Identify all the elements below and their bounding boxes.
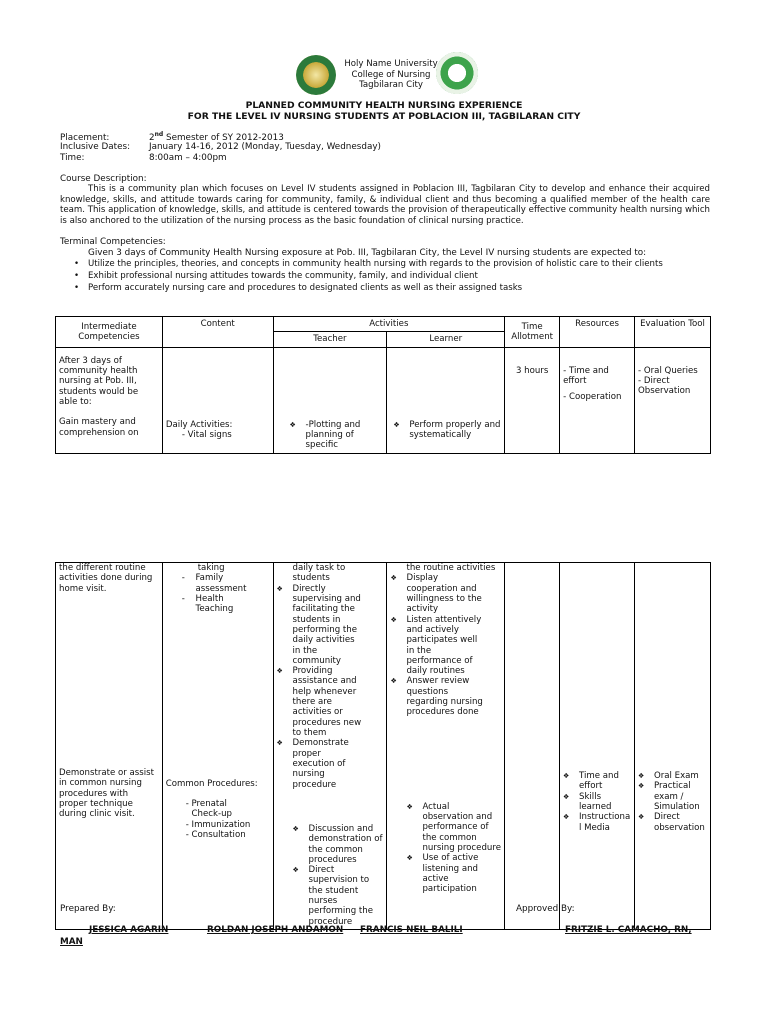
header-intermediate: Intermediate Competencies	[56, 317, 163, 348]
terminal-competencies-label: Terminal Competencies:	[60, 237, 166, 247]
teacher-cell: daily task to students ❖ Directly supervising and facilitating the students in performing the daily activities in the community ❖ Providing assistance and help whenever there are activities or procedures new to them ❖ Demonstrate proper execution of nursing procedure ❖ Discussion and demonstration of the common procedures ❖ Direct supervision to the student nurses performing the procedure	[273, 563, 387, 930]
header-teacher: Teacher	[273, 332, 387, 347]
signatory-name: JESSICA AGARIN	[89, 925, 169, 935]
header-resources: Resources	[560, 317, 635, 348]
dates-value: January 14-16, 2012 (Monday, Tuesday, Wednesday)	[149, 142, 381, 152]
time-value: 8:00am – 4:00pm	[149, 153, 227, 163]
prepared-by-label: Prepared By:	[60, 904, 116, 914]
header-learner: Learner	[387, 332, 505, 347]
approver-name-cont: MAN	[60, 937, 83, 947]
header-activities: Activities	[273, 317, 505, 332]
competency-table-page2	[55, 562, 711, 930]
dates-label: Inclusive Dates:	[60, 142, 131, 152]
document-title-line1: PLANNED COMMUNITY HEALTH NURSING EXPERIENCE	[245, 100, 523, 111]
evaluation-cell: ❖ Oral Exam ❖ Practical exam / Simulation ❖ Direct observation	[634, 563, 710, 930]
college-name: College of Nursing	[351, 69, 431, 80]
terminal-item: • Perform accurately nursing care and procedures to designated clients as well as their assigned tasks	[74, 283, 523, 293]
time-label: Time:	[60, 153, 85, 163]
course-description-text: This is a community plan which focuses on Level IV students assigned in Poblacion III, Tagbilaran City to develop and enhance their acquired knowledge, skills, and attitude towards caring for community, family, & individual client and thus becoming a qualified member of the health care team. This application of knowledge, skills, and attitude is centered towards the provision of therapeutically effective community health nursing which is also anchored to the utilization of the nursing process as the basic foundation of clinical nursing practice.	[60, 184, 710, 226]
time-allotment-cell	[505, 563, 560, 930]
competency-table-page1	[55, 316, 711, 454]
terminal-competencies-intro: Given 3 days of Community Health Nursing exposure at Pob. III, Tagbilaran City, the Level IV nursing students are expected to:	[88, 248, 647, 258]
header-block	[336, 59, 446, 91]
placement-value: 2nd Semester of SY 2012-2013	[149, 131, 284, 143]
header-content: Content	[162, 317, 273, 348]
university-name: Holy Name University	[344, 59, 438, 69]
resources-cell: ❖ Time and effort ❖ Skills learned ❖ Instructiona l Media	[559, 563, 634, 930]
intermediate-cell: After 3 days of community health nursing at Pob. III, students would be able to: Gain mastery and comprehension on	[56, 347, 163, 453]
content-cell: Daily Activities: - Vital signs	[162, 347, 273, 453]
time-allotment-cell: 3 hours	[505, 347, 560, 453]
dates-row	[60, 142, 381, 153]
teacher-cell: ❖ -Plotting and planning of specific	[273, 347, 387, 453]
course-description-label: Course Description:	[60, 174, 147, 184]
header-evaluation-tool: Evaluation Tool	[635, 317, 711, 348]
learner-cell: the routine activities ❖ Display cooperation and willingness to the activity ❖ Listen attentively and actively participates well in the performance of daily routines ❖ Answer review questions regarding nursing procedures done ❖ Actual observation and performance of the common nursing procedure ❖ Use of active listening and active participation	[387, 563, 505, 930]
approver-name: FRITZIE L. CAMACHO, RN,	[565, 925, 692, 935]
content-cell: taking - Family assessment - Health Teaching Common Procedures: - Prenatal Check-up - Immunization - Consultation	[162, 563, 273, 930]
resources-cell: - Time and effort - Cooperation	[560, 347, 635, 453]
header-time-allotment: Time Allotment	[505, 317, 560, 348]
university-seal-logo	[296, 55, 336, 95]
signatory-name: FRANCIS NEIL BALILI	[360, 925, 463, 935]
placement-label: Placement:	[60, 132, 110, 143]
city-name: Tagbilaran City	[359, 80, 423, 90]
learner-cell: ❖ Perform properly and systematically	[387, 347, 505, 453]
signatory-name: ROLDAN JOSEPH ANDAMON	[207, 925, 344, 935]
intermediate-cell: the different routine activities done during home visit. Demonstrate or assist in common nursing procedures with proper technique during clinic visit.	[56, 563, 163, 930]
evaluation-cell: - Oral Queries - Direct Observation	[635, 347, 711, 453]
approved-by-label: Approved By:	[516, 904, 575, 914]
terminal-item: • Utilize the principles, theories, and concepts in community health nursing with regards to the provision of holistic care to their clients	[74, 259, 663, 269]
time-row	[60, 153, 227, 164]
terminal-item: • Exhibit professional nursing attitudes towards the community, family, and individual client	[74, 271, 478, 281]
document-title-line2: FOR THE LEVEL IV NURSING STUDENTS AT POBLACION III, TAGBILARAN CITY	[187, 111, 581, 122]
